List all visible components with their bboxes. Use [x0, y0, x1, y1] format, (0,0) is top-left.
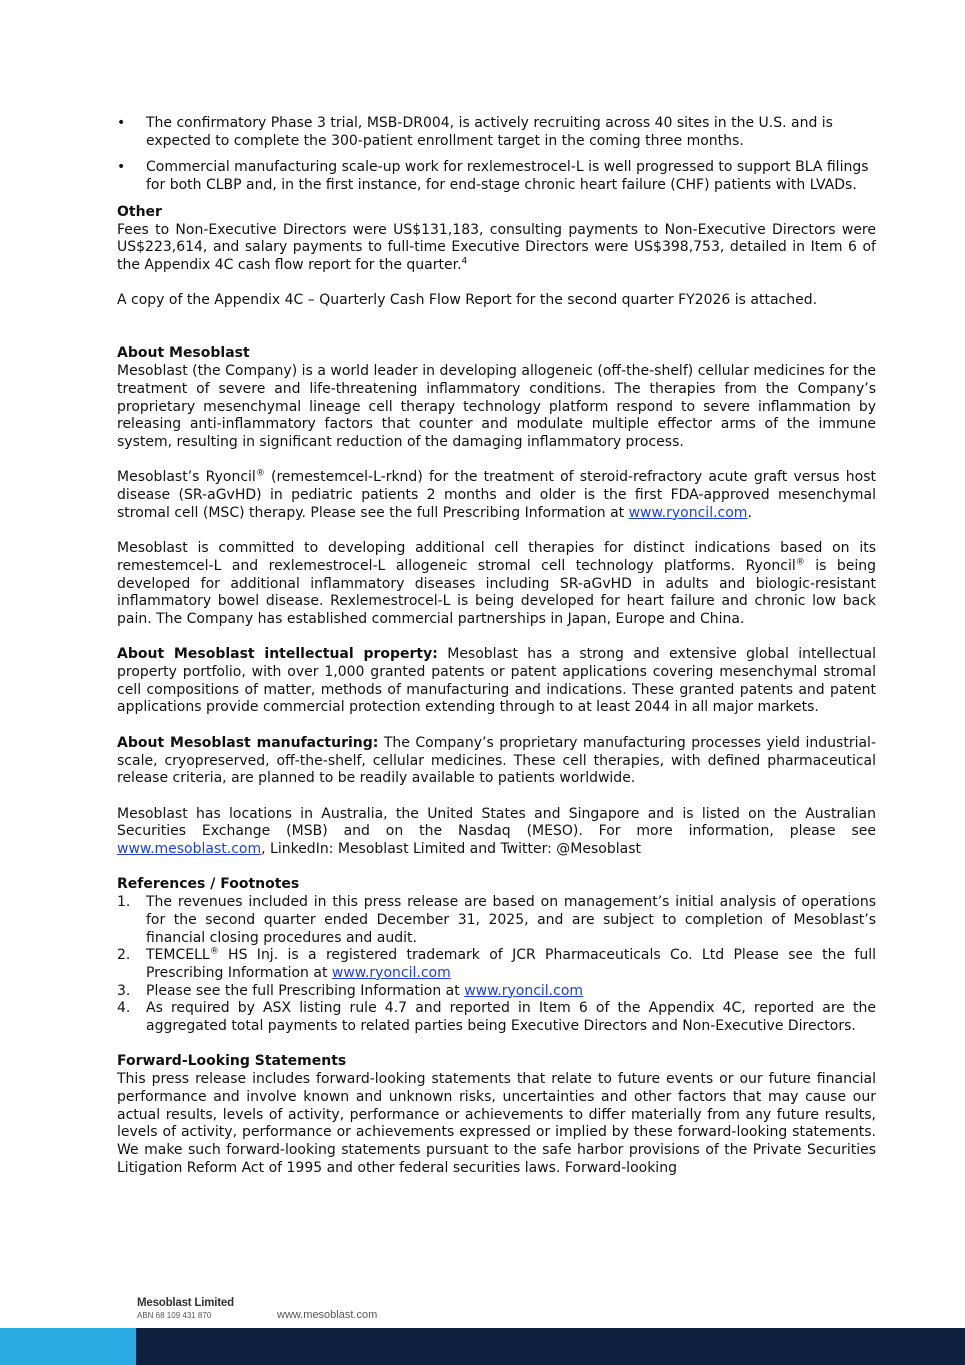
references-list — [117, 894, 876, 1036]
about-heading: About Mesoblast — [117, 345, 250, 362]
footer-website: www.mesoblast.com — [277, 1309, 378, 1321]
ryoncil-link[interactable]: www.ryoncil.com — [628, 504, 748, 521]
about-paragraph-2: Mesoblast’s Ryoncil® (remestemcel-L-rknd) for the treatment of steroid-refractory acute graft versus host disease (SR-aGvHD) in pediatric patients 2 months and older is the first FDA-approved mesenchymal stromal cell (MSC) therapy. Please see the full Prescribing Information at www.ryoncil.com. — [117, 468, 876, 521]
reference-item: 4. As required by ASX listing rule 4.7 and reported in Item 6 of the Appendix 4C, reported are the aggregated total payments to related parties being Executive Directors and Non-Executive Directors. — [117, 1000, 876, 1035]
forward-looking-paragraph: This press release includes forward-looking statements that relate to future events or our future financial performance and involve known and unknown risks, uncertainties and other factors that may cause our actual results, levels of activity, performance or achievements to differ materially from any future results, levels of activity, performance or achievements expressed or implied by these forward-looking statements. We make such forward-looking statements pursuant to the safe harbor provisions of the Private Securities Litigation Reform Act of 1995 and other federal securities laws. Forward-looking — [117, 1071, 876, 1176]
about-paragraph-1: Mesoblast (the Company) is a world leader in developing allogeneic (off-the-shelf) cellular medicines for the treatment of severe and life-threatening inflammatory conditions. The therapies from the Company’s proprietary mesenchymal lineage cell therapy technology platform respond to severe inflammation by releasing anti-inflammatory factors that counter and modulate multiple effector arms of the immune system, resulting in significant reduction of the damaging inflammatory process. — [117, 363, 876, 450]
other-paragraph: Fees to Non-Executive Directors were US$131,183, consulting payments to Non-Executive Directors were US$223,614, and salary payments to full-time Executive Directors were US$398,753, detailed in Item 6 of the Appendix 4C cash flow report for the quarter.$^4$ — [117, 221, 876, 273]
bullet-item: • The confirmatory Phase 3 trial, MSB-DR004, is actively recruiting across 40 sites in the U.S. and is expected to complete the 300-patient enrollment target in the coming three months. — [117, 115, 833, 149]
ip-heading: About Mesoblast intellectual property: — [117, 646, 438, 663]
appendix-copy-note: A copy of the Appendix 4C – Quarterly Cash Flow Report for the second quarter FY2026 is attached. — [117, 292, 818, 309]
forward-looking-heading: Forward-Looking Statements — [117, 1053, 347, 1070]
bullet-list — [117, 115, 876, 195]
bullet-dot: • — [117, 115, 126, 131]
locations-paragraph: Mesoblast has locations in Australia, the United States and Singapore and is listed on the Australian Securities Exchange (MSB) and on the Nasdaq (MESO). For more information, please see www.mesoblast.com, LinkedIn: Mesoblast Limited and Twitter: @Mesoblast — [117, 805, 876, 858]
footer-abn: ABN 68 109 431 870 — [137, 1311, 212, 1320]
footer-cyan-bar — [0, 1328, 136, 1365]
bullet-item: • Commercial manufacturing scale-up work for rexlemestrocel-L is well progressed to support BLA filings for both CLBP and, in the first instance, for end-stage chronic heart failure (CHF) patients with LVADs. — [117, 159, 869, 194]
other-heading: Other — [117, 203, 162, 220]
footnote-ref: 4 — [461, 256, 468, 267]
manufacturing-paragraph: About Mesoblast manufacturing: The Company’s proprietary manufacturing processes yield industrial-scale, cryopreserved, off-the-shelf, cellular medicines. These cell therapies, with defined pharmaceutical release criteria, are planned to be readily available to patients worldwide. — [117, 734, 877, 787]
reference-item: 2. TEMCELL® HS Inj. is a registered trademark of JCR Pharmaceuticals Co. Ltd Please see the full Prescribing Information at www.ryoncil.com — [117, 946, 876, 981]
reference-item: 1. The revenues included in this press release are based on management’s initial analysis of operations for the second quarter ended December 31, 2025, and are subject to completion of Mesoblast’s financial closing procedures and audit. — [117, 894, 876, 946]
footer-navy-bar — [0, 1328, 965, 1365]
ryoncil-link[interactable]: www.ryoncil.com — [464, 982, 584, 999]
reference-item: 3. Please see the full Prescribing Information at www.ryoncil.com — [117, 982, 584, 999]
references-heading: References / Footnotes — [117, 876, 300, 893]
footer-company-block — [137, 1297, 234, 1320]
about-paragraph-3: Mesoblast is committed to developing additional cell therapies for distinct indications based on its remestemcel-L and rexlemestrocel-L allogeneic stromal cell technology platforms. Ryoncil® is being developed for additional inflammatory diseases including SR-aGvHD in adults and biologic-resistant inflammatory bowel disease. Rexlemestrocel-L is being developed for heart failure and chronic low back pain. The Company has established commercial partnerships in Japan, Europe and China. — [117, 540, 877, 627]
footer-company-name: Mesoblast Limited — [137, 1297, 234, 1309]
document-body — [117, 115, 876, 1177]
manufacturing-heading: About Mesoblast manufacturing: — [117, 734, 379, 751]
ip-paragraph: About Mesoblast intellectual property: Mesoblast has a strong and extensive global intellectual property portfolio, with over 1,000 granted patents or patent applications covering mesenchymal stromal cell compositions of matter, methods of manufacturing and indications. These granted patents and patent applications provide commercial protection extending through to at least 2044 in all major markets. — [117, 646, 876, 716]
ryoncil-link[interactable]: www.ryoncil.com — [331, 964, 451, 981]
bullet-dot: • — [117, 159, 126, 176]
mesoblast-link[interactable]: www.mesoblast.com — [117, 841, 262, 858]
